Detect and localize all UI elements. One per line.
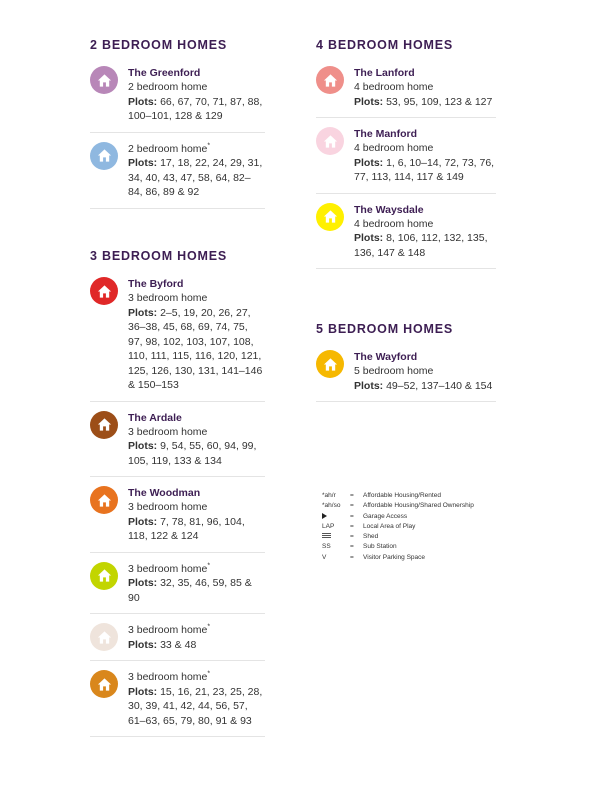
legend-eq: = (350, 502, 354, 510)
section-5-bedroom (316, 322, 496, 411)
home-name: The Lanford (354, 67, 415, 79)
legend-eq: = (350, 492, 354, 499)
home-desc: 4 bedroom home (354, 142, 434, 154)
house-icon (90, 623, 118, 651)
home-plots: Plots: 17, 18, 22, 24, 29, 31, 34, 40, 43, 47, 58, 64, 82–84, 86, 89 & 92 (128, 157, 263, 198)
legend-key: *ah/so (322, 502, 341, 510)
home-plots: Plots: 2–5, 19, 20, 26, 27, 36–38, 45, 68, 69, 74, 75, 97, 98, 102, 103, 107, 108, 110, 111, 115, 116, 120, 121, 125, 126, 130, 131, 141–146 & 150–153 (128, 306, 263, 391)
legend-eq: = (350, 553, 354, 561)
home-greenford (90, 66, 265, 133)
home-name: The Manford (354, 128, 417, 140)
house-icon (316, 66, 344, 94)
home-2bed-generic (90, 142, 265, 209)
home-desc: 3 bedroom home (128, 501, 208, 513)
home-byford (90, 277, 265, 402)
home-3bed-orange (90, 670, 265, 737)
legend-eq: = (350, 533, 354, 541)
legend-row (322, 532, 502, 542)
legend-key: LAP (322, 522, 335, 530)
legend-key: SS (322, 543, 331, 551)
house-icon (316, 350, 344, 378)
home-desc: 2 bedroom home (128, 81, 208, 93)
home-ardale (90, 411, 265, 478)
home-3bed-beige (90, 623, 265, 661)
legend-row (322, 553, 502, 563)
home-desc: 3 bedroom home* (128, 670, 211, 683)
house-icon (316, 203, 344, 231)
legend-label: Visitor Parking Space (363, 553, 426, 561)
legend-key: *ah/r (322, 492, 336, 499)
section-title: 3 BEDROOM HOMES (90, 249, 228, 263)
home-plots: Plots: 66, 67, 70, 71, 87, 88, 100–101, 128 & 129 (128, 95, 263, 122)
home-name: The Greenford (128, 67, 201, 79)
section-4-bedroom (316, 38, 496, 278)
garage-triangle-icon (322, 513, 327, 519)
home-plots: Plots: 53, 95, 109, 123 & 127 (354, 95, 493, 108)
house-icon (90, 670, 118, 698)
home-plots: Plots: 8, 106, 112, 132, 135, 136, 147 & 148 (354, 232, 488, 259)
home-name: The Wayford (354, 351, 418, 363)
home-lanford (316, 66, 496, 118)
home-plots: Plots: 49–52, 137–140 & 154 (354, 379, 493, 392)
legend-row (322, 491, 502, 501)
section-title: 2 BEDROOM HOMES (90, 38, 228, 52)
section-3-bedroom (90, 249, 265, 746)
home-woodman (90, 486, 265, 553)
home-name: The Byford (128, 278, 184, 290)
home-plots: Plots: 7, 78, 81, 96, 104, 118, 122 & 124 (128, 515, 245, 542)
home-3bed-lime (90, 562, 265, 615)
section-title: 4 BEDROOM HOMES (316, 38, 454, 52)
home-plots: Plots: 9, 54, 55, 60, 94, 99, 105, 119, 133 & 134 (128, 440, 257, 467)
house-icon (90, 66, 118, 94)
legend-row (322, 501, 502, 511)
home-desc: 4 bedroom home (354, 81, 434, 93)
legend-row (322, 522, 502, 532)
home-plots: Plots: 33 & 48 (128, 638, 197, 651)
legend (322, 491, 502, 563)
home-plots: Plots: 15, 16, 21, 23, 25, 28, 30, 39, 41, 42, 44, 56, 57, 61–63, 65, 79, 80, 91 & 93 (128, 685, 263, 727)
legend-label: Affordable Housing/Shared Ownership (363, 502, 474, 510)
legend-label: Garage Access (363, 512, 408, 520)
home-desc: 3 bedroom home (128, 292, 208, 304)
section-2-bedroom (90, 38, 265, 218)
legend-eq: = (350, 522, 354, 530)
home-waysdale (316, 203, 496, 270)
house-icon (90, 411, 118, 439)
house-icon (90, 562, 118, 590)
house-icon (316, 127, 344, 155)
house-icon (90, 277, 118, 305)
home-desc: 5 bedroom home (354, 365, 434, 377)
home-desc: 3 bedroom home* (128, 623, 211, 636)
home-manford (316, 127, 496, 194)
house-icon (90, 486, 118, 514)
home-name: The Waysdale (354, 203, 424, 216)
home-desc: 3 bedroom home* (128, 562, 211, 575)
home-plots: Plots: 32, 35, 46, 59, 85 & 90 (128, 577, 252, 604)
shed-icon (322, 533, 331, 539)
legend-label: Local Area of Play (363, 522, 416, 530)
home-name: The Ardale (128, 411, 182, 424)
legend-eq: = (350, 543, 354, 551)
home-desc: 2 bedroom home* (128, 142, 211, 155)
home-name: The Woodman (128, 487, 201, 499)
legend-key: V (322, 553, 327, 561)
home-wayford (316, 350, 496, 402)
section-title: 5 BEDROOM HOMES (316, 322, 454, 336)
house-icon (90, 142, 118, 170)
legend-row (322, 542, 502, 552)
legend-row (322, 512, 502, 522)
home-desc: 3 bedroom home (128, 425, 208, 438)
home-desc: 4 bedroom home (354, 217, 434, 230)
legend-label: Sub Station (363, 543, 397, 551)
legend-eq: = (350, 512, 354, 520)
legend-label: Shed (363, 533, 379, 541)
home-plots: Plots: 1, 6, 10–14, 72, 73, 76, 77, 113, 114, 117 & 149 (354, 156, 495, 183)
legend-label: Affordable Housing/Rented (363, 492, 441, 499)
